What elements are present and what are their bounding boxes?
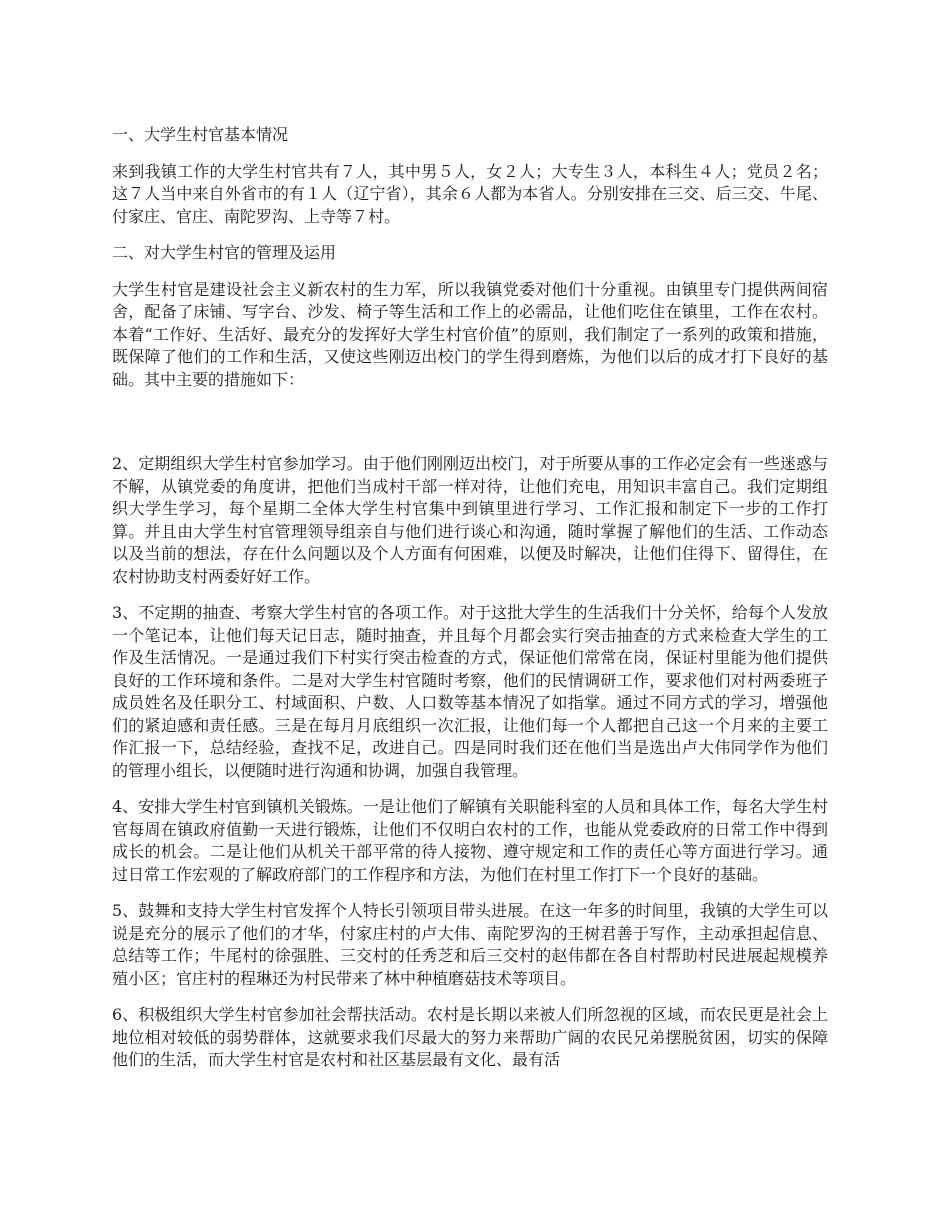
paragraph-item-4: 4、安排大学生村官到镇机关锻炼。一是让他们了解镇有关职能科室的人员和具体工作，每名大学生村官每周在镇政府值勤一天进行锻炼，让他们不仅明白农村的工作，也能从党委政府的日常工作中得到成长的机会。二是让他们从机关干部平常的待人接物、遵守规定和工作的责任心等方面进行学习。通过日常工作宏观的了解政府部门的工作程序和方法，为他们在村里工作打下一个良好的基础。: [112, 797, 828, 884]
paragraph-management-intro: 大学生村官是建设社会主义新农村的生力军，所以我镇党委对他们十分重视。由镇里专门提供两间宿舍，配备了床铺、写字台、沙发、椅子等生活和工作上的必需品，让他们吃住在镇里，工作在农村。本着“工作好、生活好、最充分的发挥好大学生村官价值”的原则，我们制定了一系列的政策和措施，既保障了他们的工作和生活，又使这些刚迈出校门的学生得到磨炼，为他们以后的成才打下良好的基础。其中主要的措施如下：: [112, 279, 828, 389]
paragraph-basic-info: 来到我镇工作的大学生村官共有７人，其中男５人，女２人；大专生３人，本科生４人；党员２名；这７人当中来自外省市的有１人（辽宁省），其余６人都为本省人。分别安排在三交、后三交、牛尾、付家庄、官庄、南陀罗沟、上寺等７村。: [112, 161, 828, 226]
paragraph-item-2: 2、定期组织大学生村官参加学习。由于他们刚刚迈出校门，对于所要从事的工作必定会有一些迷惑与不解，从镇党委的角度讲，把他们当成村干部一样对待，让他们充电，用知识丰富自己。我们定期组织大学生学习，每个星期二全体大学生村官集中到镇里进行学习、工作汇报和制定下一步的工作打算。并且由大学生村官管理领导组亲自与他们进行谈心和沟通，随时掌握了解他们的生活、工作动态以及当前的想法，存在什么问题以及个人方面有何困难，以便及时解决，让他们住得下、留得住，在农村协助支村两委好好工作。: [112, 454, 828, 586]
paragraph-item-5: 5、鼓舞和支持大学生村官发挥个人特长引领项目带头进展。在这一年多的时间里，我镇的大学生可以说是充分的展示了他们的才华，付家庄村的卢大伟、南陀罗沟的王树君善于写作，主动承担起信息、总结等工作；牛尾村的徐强胜、三交村的任秀芝和后三交村的赵伟都在各自村帮助村民进展起规模养殖小区；官庄村的程琳还为村民带来了林中种植磨菇技术等项目。: [112, 901, 828, 988]
paragraph-item-3: 3、不定期的抽查、考察大学生村官的各项工作。对于这批大学生的生活我们十分关怀，给每个人发放一个笔记本，让他们每天记日志，随时抽查，并且每个月都会实行突击抽查的方式来检查大学生的工作及生活情况。一是通过我们下村实行突击检查的方式，保证他们常常在岗，保证村里能为他们提供良好的工作环境和条件。二是对大学生村官随时考察，他们的民情调研工作，要求他们对村两委班子成员姓名及任职分工、村域面积、户数、人口数等基本情况了如指掌。通过不同方式的学习，增强他们的紧迫感和责任感。三是在每月月底组织一次汇报，让他们每一个人都把自己这一个月来的主要工作汇报一下，总结经验，查找不足，改进自己。四是同时我们还在他们当是选出卢大伟同学作为他们的管理小组长，以便随时进行沟通和协调，加强自我管理。: [112, 603, 828, 780]
document-page: [112, 124, 828, 1086]
section-heading-basic-info: 一、大学生村官基本情况: [112, 125, 289, 144]
blank-gap: [112, 405, 828, 453]
section-heading-management: 二、对大学生村官的管理及运用: [112, 243, 337, 262]
paragraph-item-6: 6、积极组织大学生村官参加社会帮扶活动。农村是长期以来被人们所忽视的区域，而农民更是社会上地位相对较低的弱势群体，这就要求我们尽最大的努力来帮助广阔的农民兄弟摆脱贫困，切实的保障他们的生活，而大学生村官是农村和社区基层最有文化、最有活: [112, 1005, 828, 1069]
